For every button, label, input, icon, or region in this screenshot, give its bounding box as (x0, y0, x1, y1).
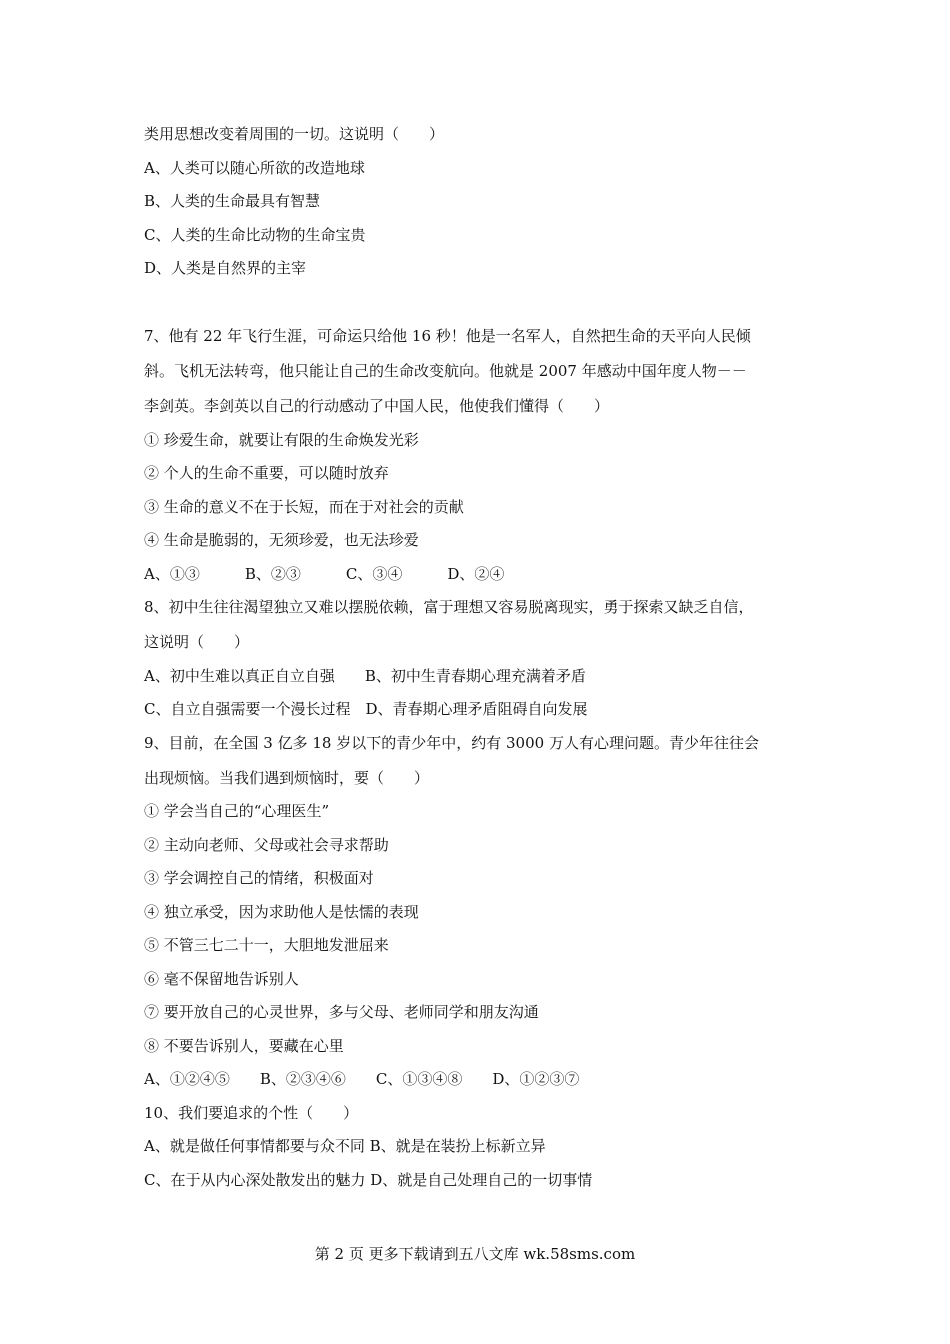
q10-options-ab: A、就是做任何事情都要与众不同 B、就是在装扮上标新立异 (144, 1137, 546, 1155)
q7-item-3: ③ 生命的意义不在于长短，而在于对社会的贡献 (144, 497, 464, 516)
page-footer: 第 2 页 更多下载请到五八文库 wk.58sms.com (314, 1245, 636, 1263)
q10-stem: 10、我们要追求的个性（ ） (144, 1103, 359, 1122)
q9-item-4: ④ 独立承受，因为求助他人是怯懦的表现 (144, 902, 419, 921)
q9-item-3: ③ 学会调控自己的情绪，积极面对 (144, 869, 374, 887)
q8-options-cd: C、自立自强需要一个漫长过程 D、青春期心理矛盾阻碍自向发展 (144, 700, 588, 718)
q6-stem-continuation: 类用思想改变着周围的一切。这说明（ ） (144, 125, 445, 143)
q8-options-ab: A、初中生难以真正自立自强 B、初中生青春期心理充满着矛盾 (144, 666, 586, 685)
q10-options-cd: C、在于从内心深处散发出的魅力 D、就是自己处理自己的一切事情 (144, 1170, 593, 1189)
q7-stem-line-1: 7、他有 22 年飞行生涯，可命运只给他 16 秒！他是一名军人，自然把生命的天平向人民倾 (144, 327, 751, 345)
q8-stem-line-1: 8、初中生往往渴望独立又难以摆脱依赖，富于理想又容易脱离现实，勇于探索又缺乏自信， (144, 598, 754, 616)
q9-item-8: ⑧ 不要告诉别人，要藏在心里 (144, 1036, 344, 1055)
q9-item-1: ① 学会当自己的“心理医生” (144, 802, 330, 820)
q9-item-2: ② 主动向老师、父母或社会寻求帮助 (144, 835, 389, 854)
q7-item-4: ④ 生命是脆弱的，无须珍爱，也无法珍爱 (144, 531, 419, 549)
q7-options: A、①③ B、②③ C、③④ D、②④ (144, 564, 505, 583)
q7-item-2: ② 个人的生命不重要，可以随时放弃 (144, 464, 389, 482)
q6-option-b: B、人类的生命最具有智慧 (144, 192, 321, 210)
q9-options: A、①②④⑤ B、②③④⑥ C、①③④⑧ D、①②③⑦ (144, 1070, 580, 1088)
q9-item-6: ⑥ 毫不保留地告诉别人 (144, 969, 299, 988)
q9-item-5: ⑤ 不管三七二十一，大胆地发泄屈来 (144, 936, 389, 954)
q9-stem-line-1: 9、目前，在全国 3 亿多 18 岁以下的青少年中，约有 3000 万人有心理问题。青少年往往会 (144, 733, 759, 752)
q9-item-7: ⑦ 要开放自己的心灵世界，多与父母、老师同学和朋友沟通 (144, 1003, 539, 1021)
q7-stem-line-2: 斜。飞机无法转弯，他只能让自己的生命改变航向。他就是 2007 年感动中国年度人物－－ (144, 362, 747, 380)
q6-option-a: A、人类可以随心所欲的改造地球 (144, 158, 365, 177)
q9-stem-line-2: 出现烦恼。当我们遇到烦恼时，要（ ） (144, 768, 430, 787)
q7-stem-line-3: 李剑英。李剑英以自己的行动感动了中国人民，他使我们懂得（ ） (144, 397, 610, 415)
q6-option-c: C、人类的生命比动物的生命宝贵 (144, 225, 366, 244)
q8-stem-line-2: 这说明（ ） (144, 633, 250, 651)
q7-item-1: ① 珍爱生命，就要让有限的生命焕发光彩 (144, 430, 419, 449)
q6-option-d: D、人类是自然界的主宰 (144, 259, 307, 277)
page-content (144, 124, 824, 1190)
